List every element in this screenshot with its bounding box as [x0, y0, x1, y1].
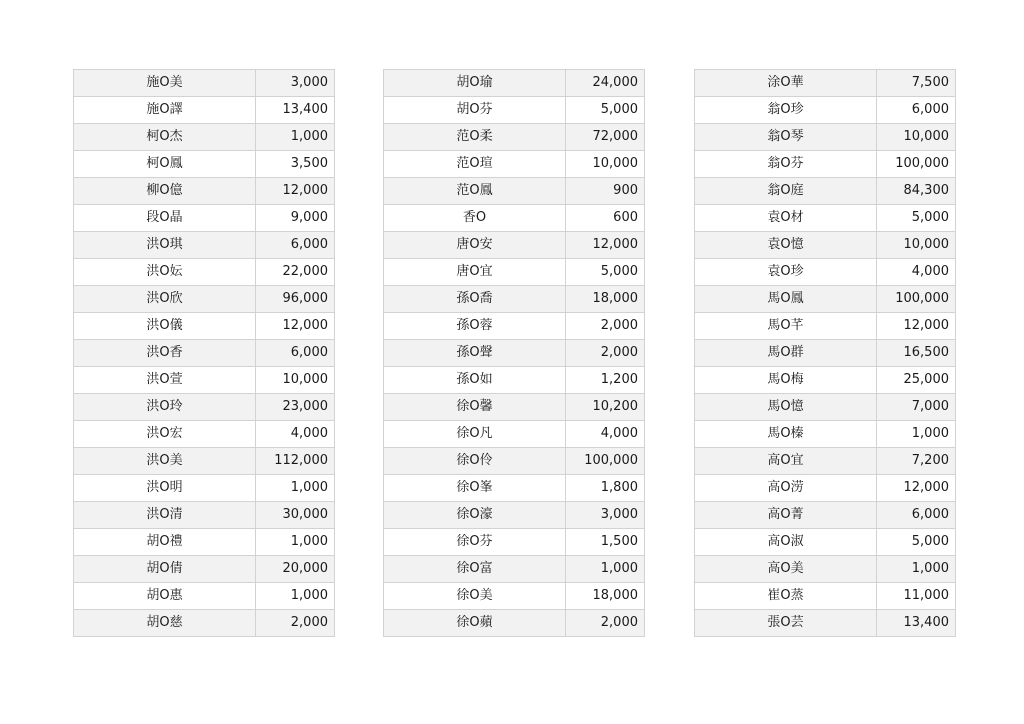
donor-name: 洪O儀	[74, 313, 256, 340]
donor-name: 范O柔	[384, 124, 566, 151]
donation-amount: 7,000	[877, 394, 956, 421]
donor-name: 翁O芬	[695, 151, 877, 178]
donation-amount: 12,000	[877, 475, 956, 502]
table-row	[695, 97, 956, 124]
donor-name: 柯O鳳	[74, 151, 256, 178]
donor-name: 翁O琴	[695, 124, 877, 151]
donation-amount: 1,500	[566, 529, 645, 556]
donor-name: 洪O清	[74, 502, 256, 529]
table-row	[74, 583, 335, 610]
donation-amount: 6,000	[877, 97, 956, 124]
table-row	[384, 259, 645, 286]
donor-name: 洪O宏	[74, 421, 256, 448]
donor-name: 高O宜	[695, 448, 877, 475]
donation-amount: 30,000	[256, 502, 335, 529]
donation-amount: 96,000	[256, 286, 335, 313]
donation-amount: 12,000	[877, 313, 956, 340]
donation-amount: 5,000	[877, 205, 956, 232]
donor-name: 胡O瑜	[384, 70, 566, 97]
donation-amount: 9,000	[256, 205, 335, 232]
donor-name: 香O	[384, 205, 566, 232]
donor-name: 馬O鳳	[695, 286, 877, 313]
table-row	[695, 556, 956, 583]
table-row	[74, 97, 335, 124]
table-row	[384, 151, 645, 178]
donation-amount: 1,000	[256, 475, 335, 502]
table-row	[384, 421, 645, 448]
table-row	[74, 556, 335, 583]
donor-name: 袁O憶	[695, 232, 877, 259]
donor-name: 馬O群	[695, 340, 877, 367]
donation-amount: 10,000	[256, 367, 335, 394]
table-row	[384, 367, 645, 394]
donor-name: 翁O珍	[695, 97, 877, 124]
donor-name: 馬O憶	[695, 394, 877, 421]
table-row	[695, 70, 956, 97]
donation-amount: 1,800	[566, 475, 645, 502]
table-row	[384, 475, 645, 502]
table-row	[695, 286, 956, 313]
table-row	[384, 529, 645, 556]
donation-amount: 2,000	[256, 610, 335, 637]
donor-name: 唐O安	[384, 232, 566, 259]
donation-amount: 2,000	[566, 340, 645, 367]
table-row	[695, 232, 956, 259]
donation-amount: 20,000	[256, 556, 335, 583]
donor-name: 施O譯	[74, 97, 256, 124]
table-row	[384, 232, 645, 259]
donation-amount: 1,000	[877, 556, 956, 583]
table-row	[695, 394, 956, 421]
donation-amount: 5,000	[877, 529, 956, 556]
donor-name: 洪O香	[74, 340, 256, 367]
donor-name: 徐O伶	[384, 448, 566, 475]
donation-amount: 84,300	[877, 178, 956, 205]
donation-amount: 900	[566, 178, 645, 205]
donor-name: 涂O華	[695, 70, 877, 97]
table-row	[384, 448, 645, 475]
table-row	[695, 205, 956, 232]
donor-name: 柯O杰	[74, 124, 256, 151]
donor-name: 徐O芬	[384, 529, 566, 556]
donation-amount: 12,000	[256, 178, 335, 205]
table-row	[74, 124, 335, 151]
donation-amount: 10,000	[877, 232, 956, 259]
donor-name: 胡O倩	[74, 556, 256, 583]
donor-name: 馬O榛	[695, 421, 877, 448]
donation-amount: 2,000	[566, 313, 645, 340]
table-row	[695, 151, 956, 178]
donor-name: 孫O如	[384, 367, 566, 394]
donor-table-2	[383, 69, 645, 637]
donation-amount: 3,500	[256, 151, 335, 178]
donation-amount: 22,000	[256, 259, 335, 286]
donor-name: 洪O萱	[74, 367, 256, 394]
donor-name: 袁O材	[695, 205, 877, 232]
donor-name: 洪O欣	[74, 286, 256, 313]
donation-amount: 4,000	[256, 421, 335, 448]
donor-name: 徐O富	[384, 556, 566, 583]
donor-name: 袁O珍	[695, 259, 877, 286]
donor-name: 范O瑄	[384, 151, 566, 178]
donation-amount: 4,000	[877, 259, 956, 286]
donor-table-3	[694, 69, 956, 637]
table-row	[74, 394, 335, 421]
table-row	[74, 232, 335, 259]
donor-name: 洪O玲	[74, 394, 256, 421]
table-row	[695, 421, 956, 448]
donor-name: 崔O蒸	[695, 583, 877, 610]
table-row	[384, 313, 645, 340]
table-row	[74, 259, 335, 286]
donation-amount: 10,000	[566, 151, 645, 178]
donor-name: 翁O庭	[695, 178, 877, 205]
table-row	[74, 205, 335, 232]
donation-amount: 13,400	[256, 97, 335, 124]
table-row	[74, 448, 335, 475]
table-row	[384, 286, 645, 313]
table-row	[695, 529, 956, 556]
donation-amount: 12,000	[256, 313, 335, 340]
donation-amount: 1,200	[566, 367, 645, 394]
table-row	[74, 313, 335, 340]
donor-name: 胡O禮	[74, 529, 256, 556]
table-row	[74, 178, 335, 205]
donor-name: 胡O惠	[74, 583, 256, 610]
table-row	[74, 502, 335, 529]
donor-name: 段O晶	[74, 205, 256, 232]
donor-name: 徐O凡	[384, 421, 566, 448]
donation-amount: 24,000	[566, 70, 645, 97]
donor-name: 馬O梅	[695, 367, 877, 394]
table-row	[384, 340, 645, 367]
donation-amount: 1,000	[566, 556, 645, 583]
donor-name: 徐O峯	[384, 475, 566, 502]
table-row	[384, 610, 645, 637]
table-row	[384, 124, 645, 151]
table-row	[74, 475, 335, 502]
table-row	[74, 340, 335, 367]
table-row	[695, 475, 956, 502]
table-row	[695, 367, 956, 394]
table-row	[695, 340, 956, 367]
donation-amount: 112,000	[256, 448, 335, 475]
table-row	[695, 502, 956, 529]
table-row	[695, 178, 956, 205]
donation-amount: 11,000	[877, 583, 956, 610]
table-row	[695, 313, 956, 340]
donor-name: 高O美	[695, 556, 877, 583]
table-row	[695, 259, 956, 286]
donation-amount: 6,000	[877, 502, 956, 529]
donor-name: 洪O琪	[74, 232, 256, 259]
donor-name: 徐O馨	[384, 394, 566, 421]
table-row	[74, 421, 335, 448]
donor-name: 徐O濠	[384, 502, 566, 529]
donor-name: 馬O芊	[695, 313, 877, 340]
table-row	[384, 583, 645, 610]
donation-amount: 16,500	[877, 340, 956, 367]
donation-amount: 3,000	[256, 70, 335, 97]
donor-name: 胡O芬	[384, 97, 566, 124]
table-row	[74, 367, 335, 394]
donor-name: 洪O美	[74, 448, 256, 475]
donor-name: 孫O喬	[384, 286, 566, 313]
donation-amount: 18,000	[566, 583, 645, 610]
table-row	[695, 124, 956, 151]
donation-amount: 10,000	[877, 124, 956, 151]
table-row	[695, 448, 956, 475]
donation-amount: 1,000	[256, 529, 335, 556]
donor-name: 徐O蘋	[384, 610, 566, 637]
donation-amount: 5,000	[566, 97, 645, 124]
donor-name: 范O鳳	[384, 178, 566, 205]
donation-amount: 7,200	[877, 448, 956, 475]
donation-amount: 6,000	[256, 340, 335, 367]
table-row	[695, 583, 956, 610]
donation-amount: 12,000	[566, 232, 645, 259]
donor-name: 唐O宜	[384, 259, 566, 286]
table-row	[384, 178, 645, 205]
donation-amount: 10,200	[566, 394, 645, 421]
table-row	[384, 502, 645, 529]
donation-amount: 72,000	[566, 124, 645, 151]
donation-amount: 100,000	[877, 151, 956, 178]
table-row	[384, 70, 645, 97]
donation-amount: 13,400	[877, 610, 956, 637]
donation-amount: 18,000	[566, 286, 645, 313]
donor-name: 胡O慈	[74, 610, 256, 637]
donation-amount: 1,000	[877, 421, 956, 448]
donation-amount: 5,000	[566, 259, 645, 286]
table-row	[384, 97, 645, 124]
donor-name: 孫O聲	[384, 340, 566, 367]
donor-table-1	[73, 69, 335, 637]
donor-name: 徐O美	[384, 583, 566, 610]
donation-amount: 25,000	[877, 367, 956, 394]
table-row	[384, 556, 645, 583]
donor-name: 洪O明	[74, 475, 256, 502]
donor-name: 張O芸	[695, 610, 877, 637]
table-row	[384, 394, 645, 421]
table-row	[74, 529, 335, 556]
donor-name: 高O涝	[695, 475, 877, 502]
donor-name: 施O美	[74, 70, 256, 97]
donation-amount: 6,000	[256, 232, 335, 259]
table-row	[695, 610, 956, 637]
table-row	[74, 610, 335, 637]
donation-amount: 1,000	[256, 583, 335, 610]
donation-amount: 600	[566, 205, 645, 232]
donation-amount: 23,000	[256, 394, 335, 421]
donor-name: 高O菁	[695, 502, 877, 529]
table-row	[74, 151, 335, 178]
donor-name: 洪O妘	[74, 259, 256, 286]
table-row	[384, 205, 645, 232]
donor-name: 高O淑	[695, 529, 877, 556]
donation-amount: 100,000	[877, 286, 956, 313]
donation-amount: 7,500	[877, 70, 956, 97]
donation-amount: 100,000	[566, 448, 645, 475]
donation-amount: 2,000	[566, 610, 645, 637]
donation-amount: 1,000	[256, 124, 335, 151]
table-row	[74, 70, 335, 97]
donor-name: 孫O蓉	[384, 313, 566, 340]
donation-amount: 4,000	[566, 421, 645, 448]
table-row	[74, 286, 335, 313]
donation-amount: 3,000	[566, 502, 645, 529]
donor-name: 柳O億	[74, 178, 256, 205]
